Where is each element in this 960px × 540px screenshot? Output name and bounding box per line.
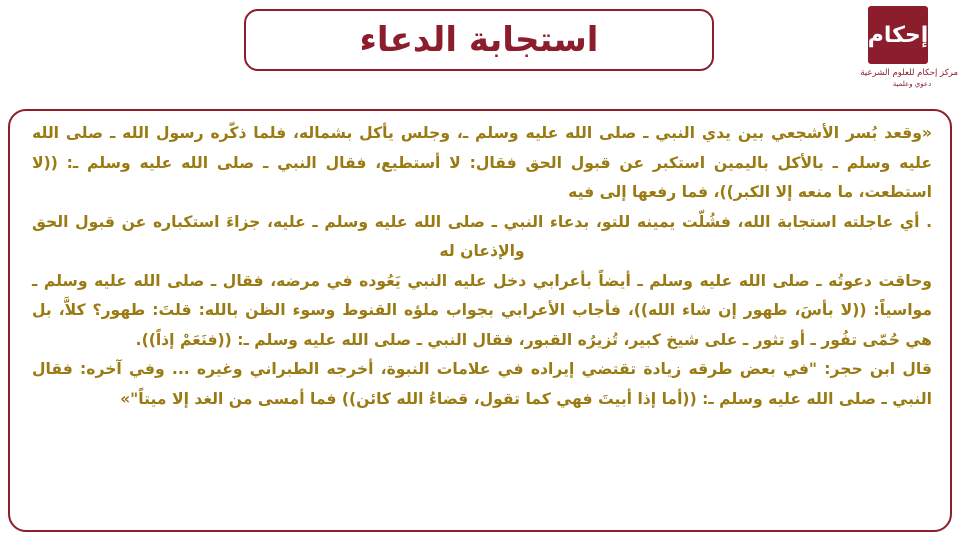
paragraph-1: «وقعد بُسر الأشجعي بين يدي النبي ـ صلى الله عليه وسلم ـ، وجلس يأكل بشماله، فلما ذكّره رسول الله ـ صلى الله عليه وسلم ـ بالأكل باليمين استكبر عن قبول الحق فقال: لا أستطيع، فقال النبي ـ صلى الله عليه وسلم ـ: ((لا استطعت، ما منعه إلا الكبر))، فما رفعها إلى فيه bbox=[32, 124, 932, 201]
page-title: استجابة الدعاء bbox=[359, 20, 599, 60]
logo-mark-text: إحكام bbox=[867, 22, 929, 48]
logo-subtitle: مركز إحكام للعلوم الشرعية bbox=[860, 68, 958, 78]
logo-tagline: دعوي وعلمية bbox=[892, 80, 932, 88]
content-panel bbox=[8, 109, 952, 532]
logo bbox=[860, 4, 958, 96]
title-banner bbox=[244, 9, 714, 71]
body-text bbox=[32, 119, 932, 414]
paragraph-3: وحاقت دعوتُه ـ صلى الله عليه وسلم ـ أيضاً بأعرابي دخل عليه النبي يَعُوده في مرضه، فقال ـ صلى الله عليه وسلم ـ مواسياً: ((لا بأسَ، طهور إن شاء الله))، فأجاب الأعرابي بجواب ملؤه القنوط وسوء الظن بالله: قلتَ: طهور؟ كلاَّ، بل هي حُمّى تفُور ـ أو تثور ـ على شيخ كبير، تُزيرُه القبور، فقال النبي ـ صلى الله عليه وسلم ـ: ((فنَعَمْ إذاً)). bbox=[32, 271, 932, 349]
paragraph-4: قال ابن حجر: "في بعض طرقه زيادة تقتضي إيراده في علامات النبوة، أخرجه الطبراني وغيره ... وفي آخره: فقال النبي ـ صلى الله عليه وسلم ـ: ((أما إذا أبيتَ فهي كما تقول، قضاءُ الله كائن)) فما أمسى من الغد إلا ميتاً"» bbox=[32, 360, 932, 408]
paragraph-2: . أي عاجلته استجابة الله، فشُلّت يمينه للتو، بدعاء النبي ـ صلى الله عليه وسلم ـ عليه، جزاءَ استكباره عن قبول الحق والإذعان له bbox=[32, 212, 932, 260]
logo-mark bbox=[868, 6, 928, 64]
